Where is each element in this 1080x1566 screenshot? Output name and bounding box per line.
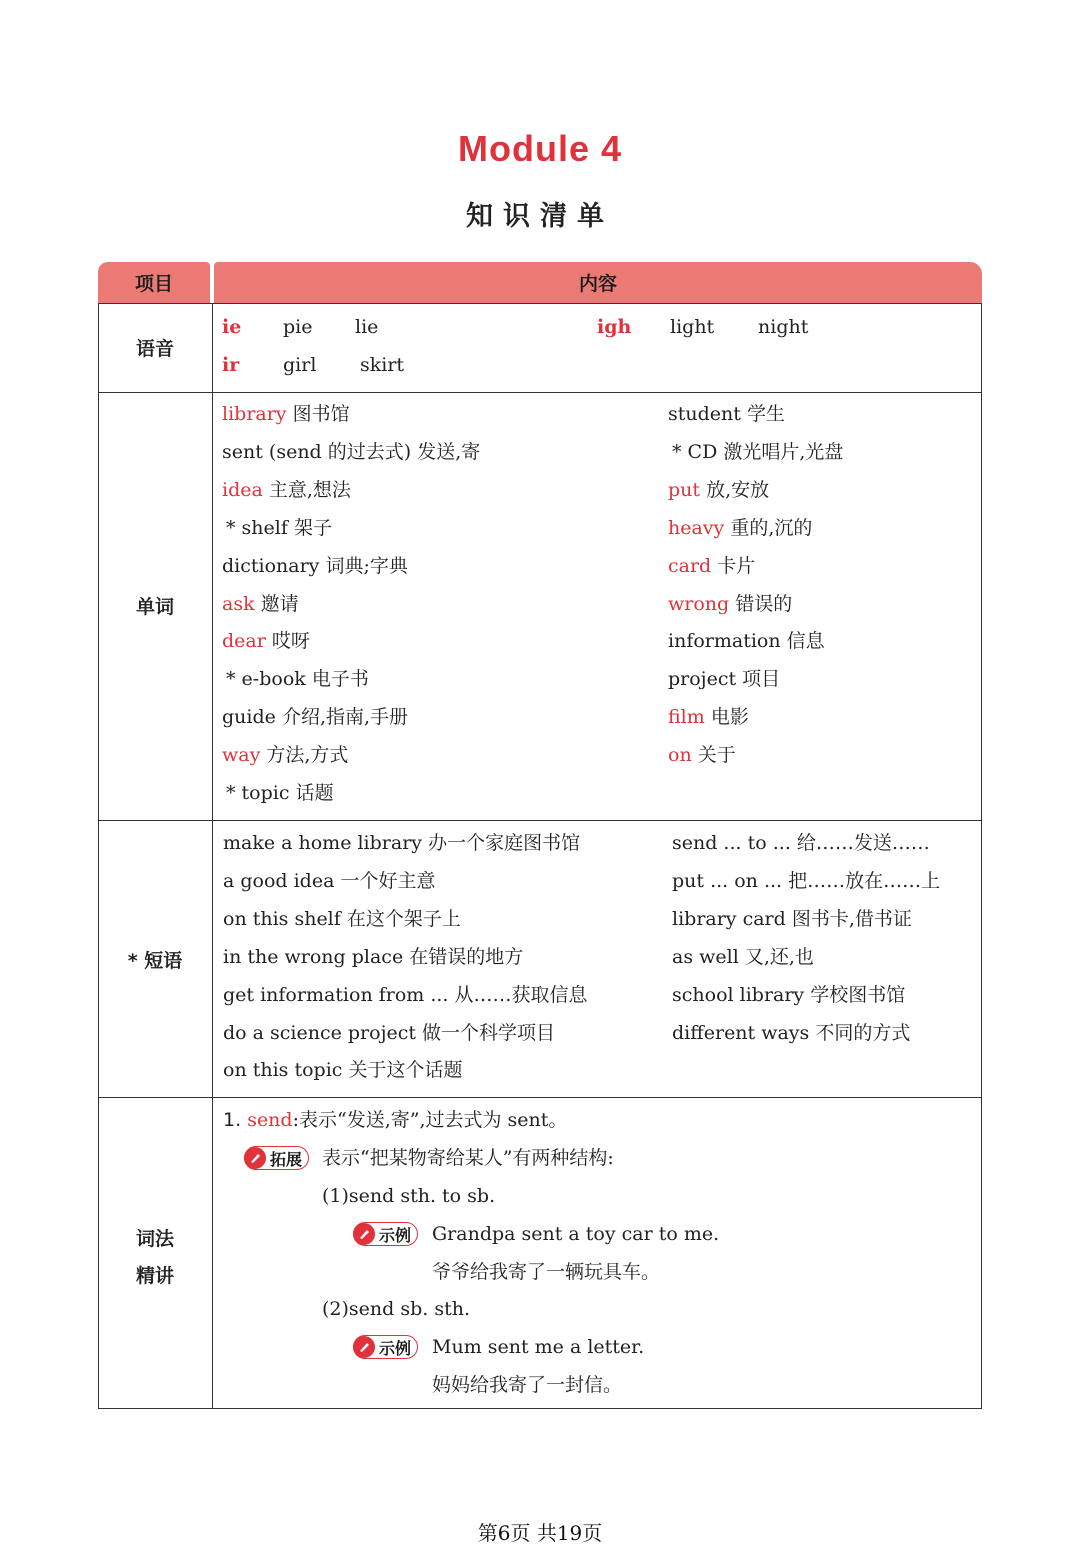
phonics-word: light bbox=[670, 316, 715, 338]
word-entry bbox=[222, 516, 332, 540]
word-english: library bbox=[222, 403, 287, 425]
phonics-word: lie bbox=[355, 316, 379, 338]
word-english: ask bbox=[222, 592, 255, 615]
word-english: wrong bbox=[668, 592, 730, 615]
word-entry bbox=[668, 667, 780, 691]
word-english: topic bbox=[241, 782, 290, 804]
phonics-word: girl bbox=[283, 354, 317, 376]
word-chinese: 主意,想法 bbox=[268, 478, 351, 501]
word-chinese: 卡片 bbox=[717, 554, 756, 577]
word-english: shelf bbox=[241, 516, 288, 539]
phonics-label: 语音 bbox=[135, 338, 174, 360]
word-english: way bbox=[222, 744, 261, 767]
word-entry bbox=[222, 478, 351, 502]
word-chinese: 方法,方式 bbox=[266, 744, 349, 767]
word-english: put bbox=[668, 478, 701, 501]
phrase-entry: a good idea 一个好主意 bbox=[223, 869, 436, 892]
row-divider bbox=[98, 392, 982, 393]
word-english: project bbox=[668, 668, 737, 691]
word-chinese: 放,安放 bbox=[706, 478, 770, 501]
word-entry bbox=[222, 402, 350, 426]
word-chinese: 激光唱片,光盘 bbox=[723, 440, 844, 463]
word-entry bbox=[222, 781, 334, 805]
row-divider bbox=[98, 820, 982, 821]
word-english: CD bbox=[687, 440, 718, 463]
word-entry bbox=[668, 743, 736, 767]
phrase-entry: send ... to ... 给……发送…… bbox=[672, 832, 930, 854]
phonics-word: night bbox=[758, 316, 809, 338]
section-subtitle: 知识清单 bbox=[466, 201, 614, 232]
module-title: Module 4 bbox=[457, 128, 622, 169]
page-footer: 第6页 共19页 bbox=[477, 1521, 603, 1545]
phrase-entry: library card 图书卡,借书证 bbox=[672, 907, 912, 930]
word-entry bbox=[222, 592, 299, 616]
phrase-entry: different ways 不同的方式 bbox=[672, 1021, 911, 1044]
word-english: sent (send 的过去式) bbox=[222, 440, 412, 463]
word-english: idea bbox=[222, 478, 263, 501]
word-entry bbox=[668, 592, 792, 616]
word-english: card bbox=[668, 554, 712, 577]
header-item-column: 项目 bbox=[98, 262, 210, 303]
phonics-key: igh bbox=[597, 316, 632, 338]
phrase-entry: do a science project 做一个科学项目 bbox=[223, 1021, 556, 1044]
phrase-entry: on this shelf 在这个架子上 bbox=[223, 907, 461, 930]
word-chinese: 介绍,指南,手册 bbox=[281, 706, 409, 729]
item-word: send bbox=[247, 1109, 293, 1131]
example-2-zh: 妈妈给我寄了一封信。 bbox=[432, 1374, 623, 1396]
example-1-zh: 爷爷给我寄了一辆玩具车。 bbox=[432, 1261, 661, 1283]
structure-1: (1)send sth. to sb. bbox=[322, 1185, 496, 1207]
word-entry bbox=[222, 629, 310, 653]
word-entry bbox=[668, 440, 843, 464]
word-entry bbox=[668, 516, 812, 540]
pen-icon bbox=[353, 1223, 375, 1245]
word-chinese: 词典;字典 bbox=[325, 554, 408, 577]
word-entry bbox=[668, 629, 825, 653]
phrase-entry: as well 又,还,也 bbox=[672, 945, 814, 968]
phonics-word: skirt bbox=[360, 354, 405, 376]
word-chinese: 话题 bbox=[295, 782, 334, 804]
word-chinese: 哎呀 bbox=[271, 630, 310, 653]
word-entry bbox=[222, 667, 369, 691]
word-chinese: 电子书 bbox=[311, 668, 369, 691]
word-english: dear bbox=[222, 630, 266, 653]
phrase-entry: school library 学校图书馆 bbox=[672, 983, 906, 1006]
column-divider bbox=[212, 303, 213, 1409]
star-mark: * bbox=[226, 516, 242, 539]
word-chinese: 重的,沉的 bbox=[730, 516, 813, 539]
expand-text: 表示“把某物寄给某人”有两种结构: bbox=[322, 1147, 614, 1169]
word-chinese: 发送,寄 bbox=[417, 440, 481, 463]
star-mark: * bbox=[226, 668, 242, 691]
word-english: student bbox=[668, 403, 741, 425]
phrase-entry: put ... on ... 把……放在……上 bbox=[672, 869, 941, 892]
word-entry bbox=[222, 554, 408, 578]
usage-label-line2: 精讲 bbox=[135, 1265, 174, 1287]
word-english: e-book bbox=[241, 668, 306, 691]
word-entry bbox=[222, 440, 480, 464]
phonics-key: ir bbox=[222, 354, 240, 376]
word-chinese: 学生 bbox=[746, 403, 785, 425]
example-2-en: Mum sent me a letter. bbox=[432, 1336, 645, 1358]
usage-item bbox=[223, 1108, 567, 1132]
phrase-entry: get information from ... 从……获取信息 bbox=[223, 983, 588, 1006]
word-chinese: 邀请 bbox=[260, 592, 299, 615]
word-english: guide bbox=[222, 706, 276, 729]
expand-badge: 拓展 bbox=[244, 1146, 309, 1170]
star-mark: * bbox=[672, 440, 688, 463]
row-divider bbox=[98, 1097, 982, 1098]
example-badge: 示例 bbox=[353, 1222, 418, 1246]
word-entry bbox=[222, 743, 348, 767]
header-content-column: 内容 bbox=[214, 262, 982, 303]
word-chinese: 信息 bbox=[786, 630, 825, 653]
word-chinese: 图书馆 bbox=[292, 403, 350, 425]
word-entry bbox=[668, 402, 785, 426]
word-chinese: 项目 bbox=[742, 668, 781, 691]
word-entry bbox=[668, 554, 755, 578]
item-number: 1. bbox=[223, 1109, 242, 1131]
phonics-key: ie bbox=[222, 316, 242, 338]
phrase-entry: on this topic 关于这个话题 bbox=[223, 1059, 463, 1082]
word-entry bbox=[668, 478, 769, 502]
word-chinese: 架子 bbox=[293, 516, 332, 539]
word-entry bbox=[222, 705, 408, 729]
word-english: film bbox=[668, 706, 705, 729]
pen-icon bbox=[244, 1147, 266, 1169]
example-1-en: Grandpa sent a toy car to me. bbox=[432, 1223, 720, 1245]
word-chinese: 关于 bbox=[697, 744, 736, 767]
phonics-word: pie bbox=[283, 316, 313, 338]
usage-label-line1: 词法 bbox=[135, 1228, 174, 1250]
structure-2: (2)send sb. sth. bbox=[322, 1298, 471, 1320]
item-desc: :表示“发送,寄”,过去式为 sent。 bbox=[292, 1109, 568, 1131]
star-mark: * bbox=[226, 782, 242, 804]
words-label: 单词 bbox=[135, 596, 174, 618]
phrases-label: * 短语 bbox=[127, 950, 183, 972]
word-entry bbox=[668, 705, 749, 729]
pen-icon bbox=[353, 1336, 375, 1358]
word-chinese: 电影 bbox=[710, 706, 749, 729]
word-chinese: 错误的 bbox=[735, 592, 793, 615]
word-english: heavy bbox=[668, 516, 725, 539]
phrase-entry: make a home library 办一个家庭图书馆 bbox=[223, 832, 581, 854]
example-badge: 示例 bbox=[353, 1335, 418, 1359]
word-english: on bbox=[668, 744, 692, 767]
phrase-entry: in the wrong place 在错误的地方 bbox=[223, 945, 524, 968]
word-english: information bbox=[668, 630, 781, 653]
word-english: dictionary bbox=[222, 554, 320, 577]
